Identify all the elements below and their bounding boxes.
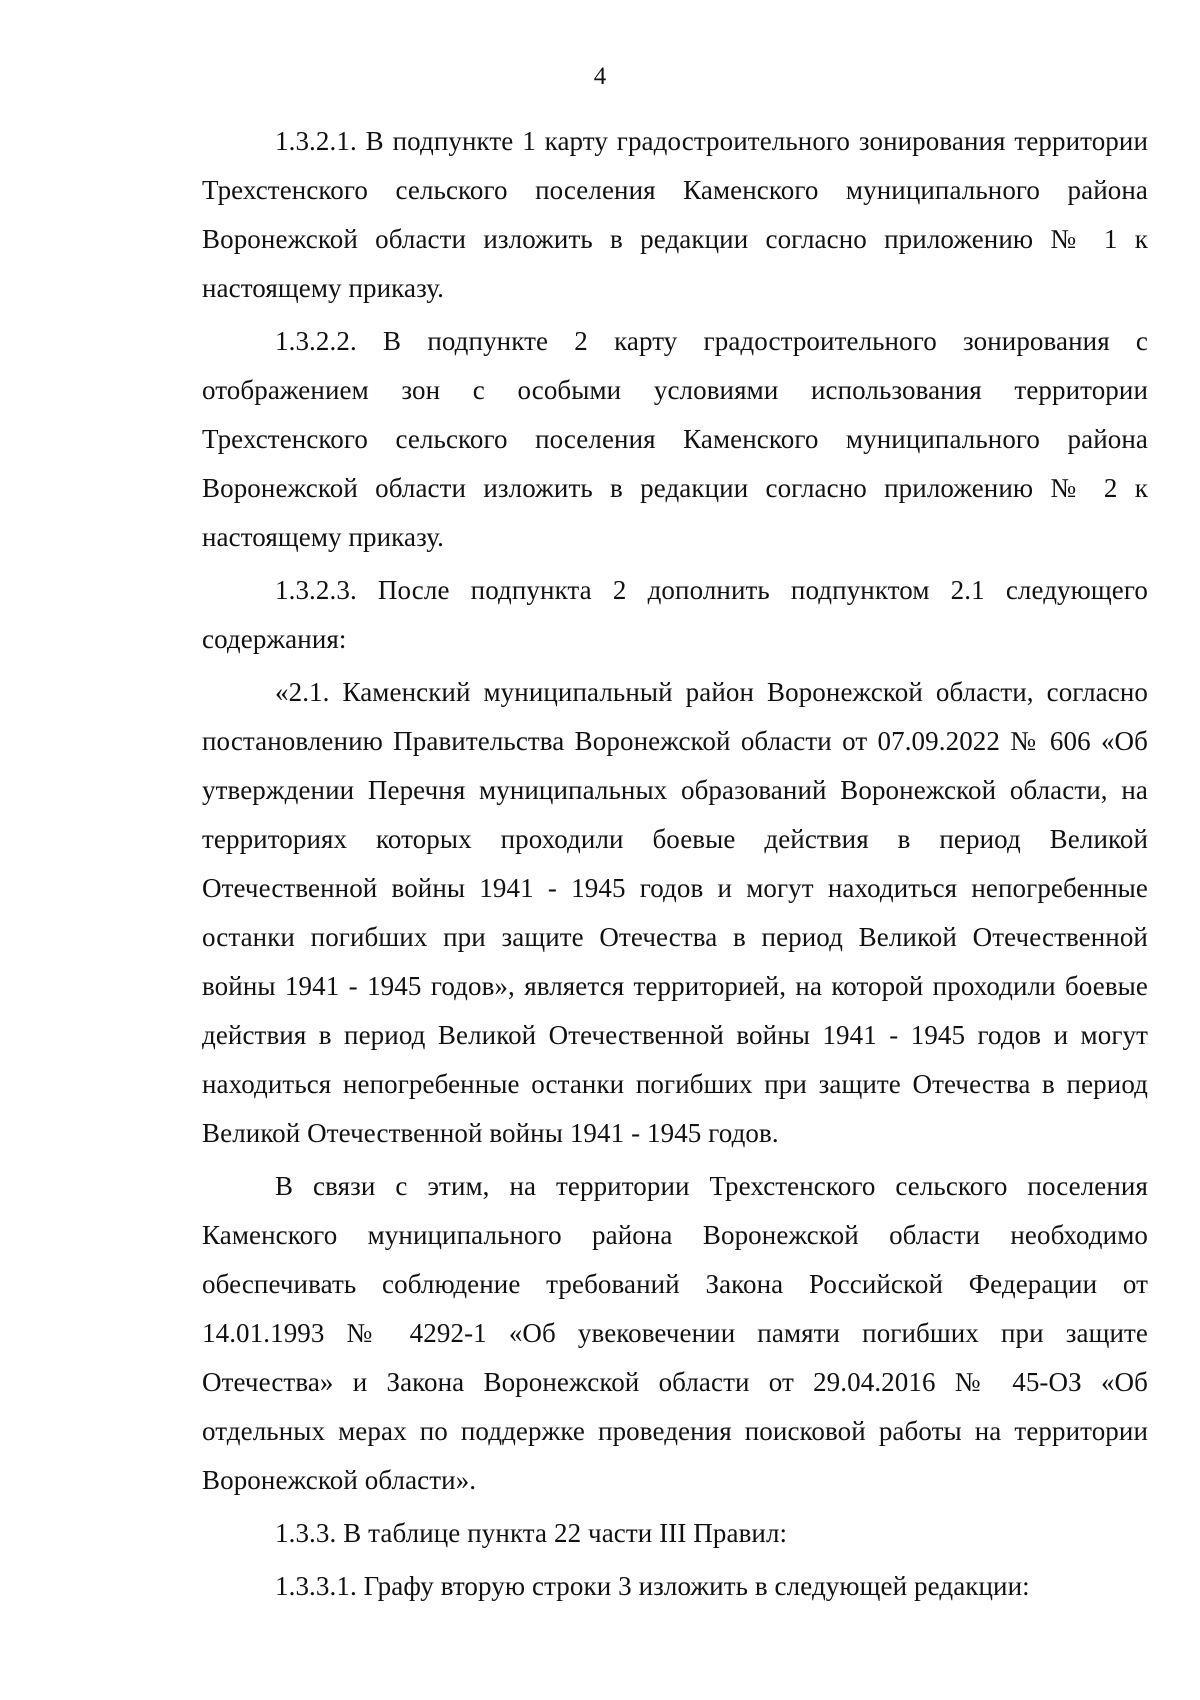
paragraph-1-3-2-2: 1.3.2.2. В подпункте 2 карту градостроительного зонирования с отображением зон с особыми условиями использования территории Трехстенского сельского поселения Каменского муниципального района Воронежской области изложить в редакции согласно приложению № 2 к настоящему приказу. bbox=[202, 326, 1148, 552]
page-number: 4 bbox=[593, 63, 607, 90]
document-body bbox=[202, 117, 1148, 1615]
paragraph-1-3-3: 1.3.3. В таблице пункта 22 части III Правил: bbox=[275, 1518, 788, 1548]
paragraph-v-svyazi: В связи с этим, на территории Трехстенского сельского поселения Каменского муниципального района Воронежской области необходимо обеспечивать соблюдение требований Закона Российской Федерации от 14.01.1993 № 4292-1 «Об увековечении памяти погибших при защите Отечества» и Закона Воронежской области от 29.04.2016 № 45-ОЗ «Об отдельных мерах по поддержке проведения поисковой работы на территории Воронежской области». bbox=[202, 1171, 1148, 1495]
paragraph-1-3-2-3: 1.3.2.3. После подпункта 2 дополнить подпунктом 2.1 следующего содержания: bbox=[202, 575, 1148, 654]
paragraph-quote-2-1: «2.1. Каменский муниципальный район Воронежской области, согласно постановлению Правительства Воронежской области от 07.09.2022 № 606 «Об утверждении Перечня муниципальных образований Воронежской области, на территориях которых проходили боевые действия в период Великой Отечественной войны 1941 - 1945 годов и могут находиться непогребенные останки погибших при защите Отечества в период Великой Отечественной войны 1941 - 1945 годов», является территорией, на которой проходили боевые действия в период Великой Отечественной войны 1941 - 1945 годов и могут находиться непогребенные останки погибших при защите Отечества в период Великой Отечественной войны 1941 - 1945 годов. bbox=[202, 677, 1148, 1148]
paragraph-1-3-2-1: 1.3.2.1. В подпункте 1 карту градостроительного зонирования территории Трехстенского сельского поселения Каменского муниципального района Воронежской области изложить в редакции согласно приложению № 1 к настоящему приказу. bbox=[202, 126, 1148, 303]
paragraph-1-3-3-1: 1.3.3.1. Графу вторую строки 3 изложить в следующей редакции: bbox=[275, 1571, 1030, 1601]
